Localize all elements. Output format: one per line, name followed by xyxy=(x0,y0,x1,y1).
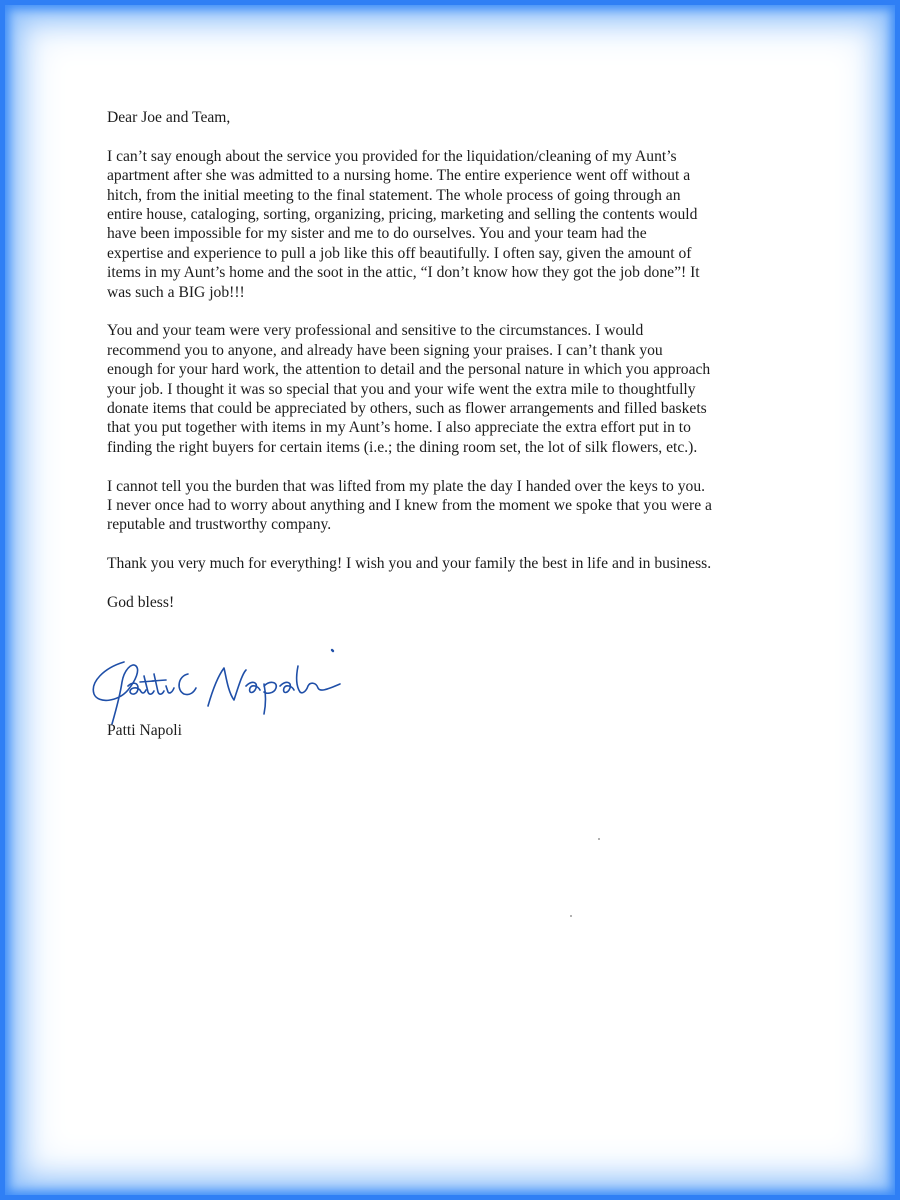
paragraph-2-line: enough for your hard work, the attention to detail and the personal nature in which you approach xyxy=(107,361,711,379)
paragraph-1-line: expertise and experience to pull a job like this off beautifully. I often say, given the amount of xyxy=(107,244,692,262)
paragraph-1-line: have been impossible for my sister and me to do ourselves. You and your team had the xyxy=(107,225,647,243)
signer-name: Patti Napoli xyxy=(107,722,182,739)
paragraph-1-line: hitch, from the initial meeting to the final statement. The whole process of going through an xyxy=(107,186,681,204)
paragraph-3-line: reputable and trustworthy company. xyxy=(107,516,332,534)
paragraph-1-line: apartment after she was admitted to a nursing home. The entire experience went off without a xyxy=(107,167,691,185)
scan-speck xyxy=(570,915,572,917)
paragraph-2-line: finding the right buyers for certain items (i.e.; the dining room set, the lot of silk flowers, etc.). xyxy=(107,438,698,456)
paragraph-1 xyxy=(107,147,827,302)
letter-body xyxy=(107,108,827,632)
paragraph-3-line: I never once had to worry about anything and I knew from the moment we spoke that you were a xyxy=(107,497,712,515)
paragraph-1-line: items in my Aunt’s home and the soot in the attic, “I don’t know how they got the job done”! It xyxy=(107,264,700,282)
scan-speck xyxy=(598,838,600,840)
paragraph-4 xyxy=(107,554,827,573)
paragraph-2-line: You and your team were very professional and sensitive to the circumstances. I would xyxy=(107,322,644,340)
paragraph-3 xyxy=(107,477,827,535)
closing: God bless! xyxy=(107,594,175,612)
paragraph-1-line: was such a BIG job!!! xyxy=(107,283,245,301)
salutation: Dear Joe and Team, xyxy=(107,109,231,126)
paragraph-1-line: I can’t say enough about the service you provided for the liquidation/cleaning of my Aunt’s xyxy=(107,147,677,165)
paragraph-2-line: your job. I thought it was so special that you and your wife went the extra mile to thoughtfully xyxy=(107,380,696,398)
paragraph-2-line: recommend you to anyone, and already have been signing your praises. I can’t thank you xyxy=(107,341,663,359)
paragraph-2-line: that you put together with items in my Aunt’s home. I also appreciate the extra effort put in to xyxy=(107,419,691,437)
paragraph-4-line: Thank you very much for everything! I wish you and your family the best in life and in business. xyxy=(107,555,712,573)
paragraph-1-line: entire house, cataloging, sorting, organizing, pricing, marketing and selling the contents would xyxy=(107,206,698,224)
paragraph-3-line: I cannot tell you the burden that was lifted from my plate the day I handed over the keys to you. xyxy=(107,477,706,495)
paragraph-2-line: donate items that could be appreciated by others, such as flower arrangements and filled baskets xyxy=(107,400,707,418)
paragraph-2 xyxy=(107,321,827,457)
